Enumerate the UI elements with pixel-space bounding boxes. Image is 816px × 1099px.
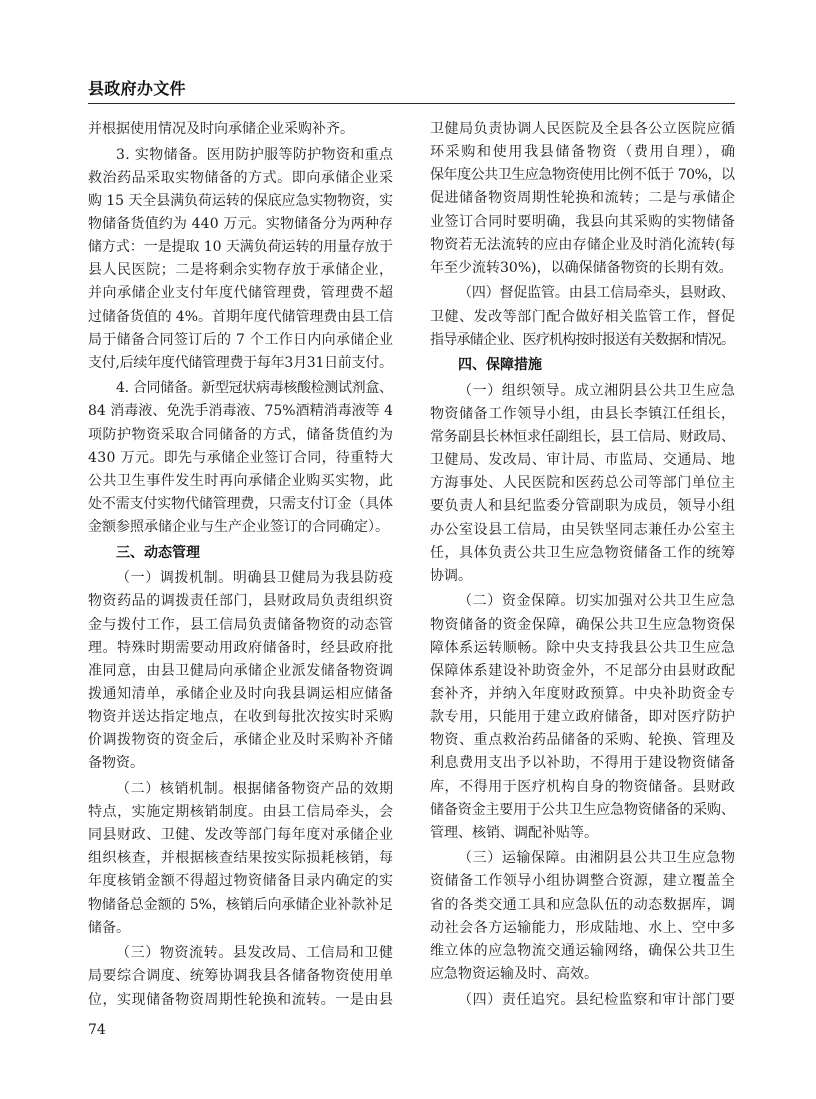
text-line: 促进储备物资周期性轮换和流转；二是与承储企 [430, 190, 736, 207]
text-line: 任，具体负责公共卫生应急物资储备工作的统筹 [430, 544, 736, 561]
text-line: 物储备货值约为 440 万元。实物储备分为两种存 [88, 215, 394, 232]
text-line: 并根据使用情况及时向承储企业采购补齐。 [88, 121, 354, 137]
text-line: 套补齐，并纳入年度财政预算。中央补助资金专 [430, 685, 736, 702]
text-line: 处不需支付实物代储管理费，只需支付订金（具体 [88, 496, 393, 513]
text-line: 指导承储企业、医疗机构按时报送有关数据和情况。 [430, 331, 735, 348]
paragraph [430, 590, 735, 845]
running-header [88, 77, 186, 101]
text-line: 业签订合同时要明确，我县向其采购的实物储备 [430, 213, 736, 230]
text-line: （二）资金保障。切实加强对公共卫生应急 [458, 593, 736, 610]
right-column [430, 118, 735, 1012]
header-rule [88, 103, 735, 104]
text-line: 县人民医院；二是将剩余实物存放于承储企业， [88, 262, 394, 279]
text-line: 常务副县长林恒求任副组长，县工信局、财政局、 [430, 429, 735, 445]
text-line: 省的各类交通工具和应急队伍的动态数据库，调 [430, 896, 736, 913]
text-line: 430 万元。即先与承储企业签订合同，待重特大 [88, 449, 394, 466]
text-line: 拨通知清单，承储企业及时向我县调运相应储备 [88, 685, 394, 702]
text-line: 卫健、发改等部门配合做好相关监管工作，督促 [430, 308, 736, 325]
text-line: 位，实现储备物资周期性轮换和流转。一是由县 [88, 991, 394, 1008]
text-line: 局要综合调度、统筹协调我县各储备物资使用单 [88, 968, 394, 985]
text-line: 年度核销金额不得超过物资储备目录内确定的实 [88, 873, 394, 890]
text-line: 管理、核销、调配补贴等。 [430, 824, 598, 841]
text-line: （二）核销机制。根据储备物资产品的效期 [116, 780, 394, 797]
text-line: 物资储备的资金保障，确保公共卫生应急物资保 [430, 616, 736, 633]
text-line: 项防护物资采取合同储备的方式，储备货值约为 [88, 426, 394, 443]
paragraph [88, 144, 393, 375]
header-title: 县政府办文件 [88, 79, 186, 98]
paragraph [430, 380, 735, 588]
text-line: （一）调拨机制。明确县卫健局为我县防疫 [116, 570, 394, 587]
text-line: 动社会各方运输能力，形成陆地、水上、空中多 [430, 919, 736, 936]
text-line: （三）运输保障。由湘阴县公共卫生应急物 [458, 850, 736, 867]
text-line: 准同意，由县卫健局向承储企业派发储备物资调 [88, 662, 394, 679]
text-line: 同县财政、卫健、发改等部门每年度对承储企业 [88, 827, 394, 844]
text-line: 4. 合同储备。新型冠状病毒核酸检测试剂盒、 [116, 380, 393, 397]
text-line: 物资、重点救治药品储备的采购、轮换、管理及 [430, 732, 736, 749]
left-column [88, 118, 393, 1012]
text-line: 卫健局、发改局、审计局、市监局、交通局、地 [430, 452, 736, 469]
text-line: 应急物资运输及时、高效。 [430, 966, 598, 983]
paragraph [88, 377, 393, 539]
text-line: 局于储备合同签订后的 7 个工作日内向承储企业 [88, 331, 394, 348]
paragraph [430, 118, 735, 280]
text-line: 库，不得用于医疗机构自身的物资储备。县财政 [430, 778, 736, 795]
paragraph [88, 942, 393, 1011]
text-line: 组织核查，并根据核查结果按实际损耗核销，每 [88, 850, 394, 867]
text-line: 储方式：一是提取 10 天满负荷运转的用量存放于 [88, 239, 393, 256]
text-line: 储备资金主要用于公共卫生应急物资储备的采购、 [430, 801, 735, 818]
text-line: 办公室设县工信局，由吴铁坚同志兼任办公室主 [430, 521, 736, 538]
text-line: 环采购和使用我县储备物资（费用自理），确 [430, 144, 737, 161]
section-heading: 四、保障措施 [458, 357, 542, 374]
text-line: 物储备总金额的 5%，核销后向承储企业补款补足 [88, 896, 393, 913]
text-line: （一）组织领导。成立湘阴县公共卫生应急 [458, 382, 736, 399]
text-line: 物资并送达指定地点，在收到每批次按实时采购 [88, 709, 394, 726]
section-heading: 三、动态管理 [116, 544, 200, 561]
text-line: 3. 实物储备。医用防护服等防护物资和重点 [116, 146, 394, 163]
text-line: 购 15 天全县满负荷运转的保底应急实物物资，实 [88, 192, 393, 209]
text-line: （四）督促监管。由县工信局牵头，县财政、 [458, 285, 735, 302]
text-line: 支付,后续年度代储管理费于每年3月31日前支付。 [88, 354, 393, 371]
text-line: 资储备工作领导小组协调整合资源，建立覆盖全 [430, 873, 736, 890]
text-line: 障体系运转顺畅。除中央支持我县公共卫生应急 [430, 639, 736, 656]
text-line: 特点，实施定期核销制度。由县工信局牵头，会 [88, 804, 394, 821]
text-line: 款专用，只能用于建立政府储备，即对医疗防护 [430, 709, 736, 726]
text-line: 卫健局负责协调人民医院及全县各公立医院应循 [430, 121, 736, 137]
text-line: （四）责任追究。县纪检监察和审计部门要 [458, 991, 736, 1008]
text-line: 物资药品的调拨责任部门，县财政局负责组织资 [88, 593, 394, 610]
text-line: 理。特殊时期需要动用政府储备时，经县政府批 [88, 639, 394, 656]
text-line: 协调。 [430, 567, 472, 584]
text-line: 年至少流转30%)，以确保储备物资的长期有效。 [430, 259, 733, 276]
text-line: 维立体的应急物流交通运输网络，确保公共卫生 [430, 942, 736, 959]
text-line: 并向承储企业支付年度代储管理费，管理费不超 [88, 285, 394, 302]
text-line: 金与拨付工作，县工信局负责储备物资的动态管 [88, 616, 394, 633]
text-line: 物资储备工作领导小组，由县长李镇江任组长， [430, 405, 736, 422]
paragraph [430, 847, 735, 986]
text-line: 储备。 [88, 919, 130, 936]
text-line: 要负责人和县纪监委分管副职为成员，领导小组 [430, 498, 736, 515]
text-line: （三）物资流转。县发改局、工信局和卫健 [116, 945, 394, 962]
text-line: 救治药品采取实物储备的方式。即向承储企业采 [88, 169, 394, 186]
paragraph [430, 989, 735, 1012]
text-line: 方海事处、人民医院和医药总公司等部门单位主 [430, 475, 736, 492]
page-number: 74 [88, 1022, 106, 1038]
text-line: 金额参照承储企业与生产企业签订的合同确定）。 [88, 519, 389, 536]
text-line: 84 消毒液、免洗手消毒液、75%酒精消毒液等 4 [88, 403, 393, 420]
text-line: 过储备货值的 4%。首期年度代储管理费由县工信 [88, 308, 393, 325]
text-line: 公共卫生事件发生时再向承储企业购买实物，此 [88, 472, 394, 489]
paragraph [88, 118, 393, 141]
text-line: 保年度公共卫生应急物资使用比例不低于 70%，以 [430, 167, 735, 184]
text-line: 价调拨物资的资金后，承储企业及时采购补齐储 [88, 732, 394, 749]
text-line: 利息费用支出予以补助，不得用于建设物资储备 [430, 755, 736, 772]
paragraph [88, 778, 393, 940]
text-line: 物资若无法流转的应由存储企业及时消化流转(每 [430, 236, 736, 253]
paragraph [88, 567, 393, 775]
text-line: 保障体系建设补助资金外，不足部分由县财政配 [430, 662, 736, 679]
text-line: 备物资。 [88, 755, 144, 772]
paragraph [430, 282, 735, 351]
